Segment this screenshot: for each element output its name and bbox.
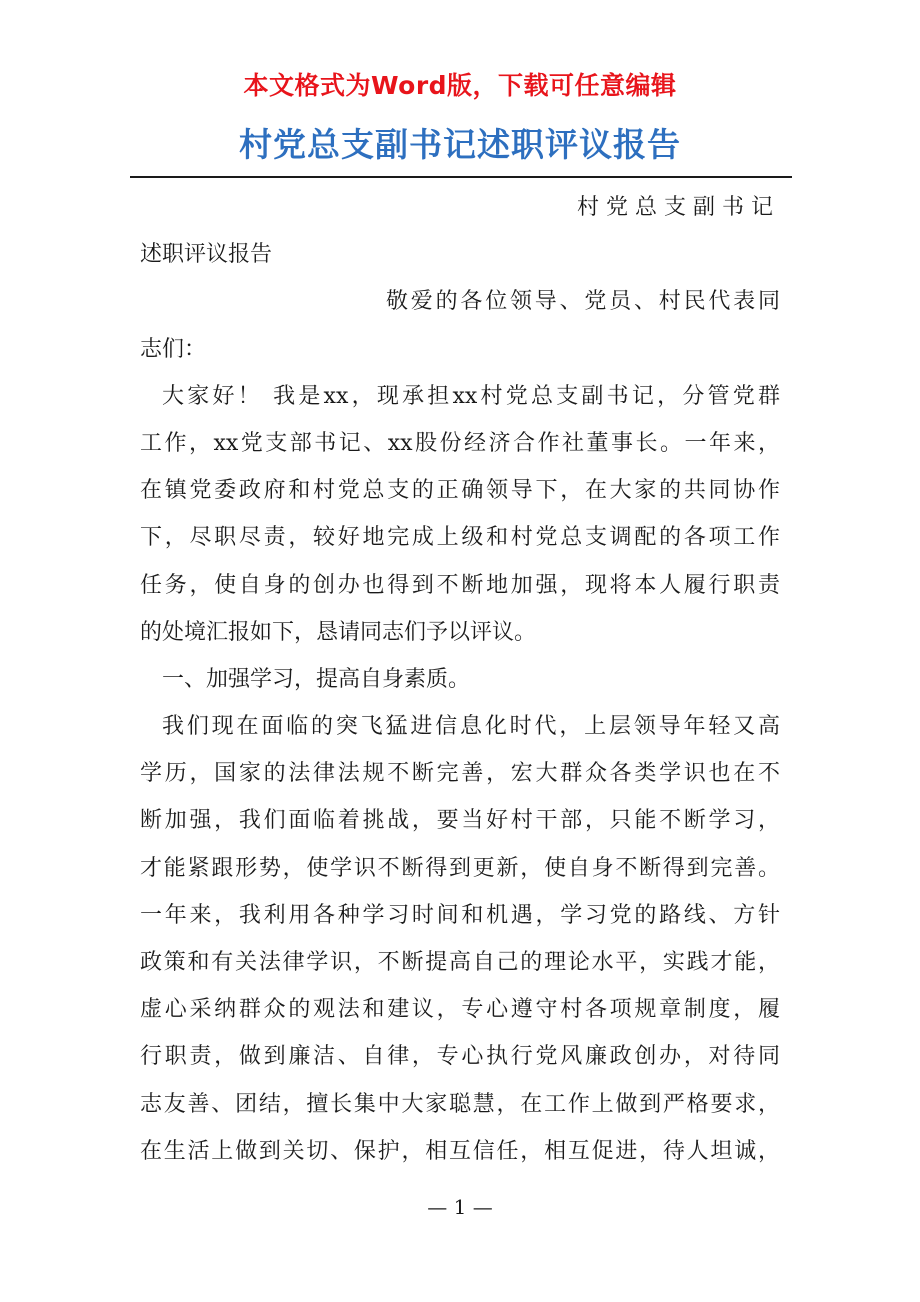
subtitle-continuation: 述职评议报告 <box>140 242 273 268</box>
paragraph-line: 在镇党委政府和村党总支的正确领导下，在大家的共同协作 <box>140 478 780 504</box>
section-heading: 一、加强学习，提高自身素质。 <box>162 666 471 692</box>
document-body <box>140 184 780 1175</box>
document-title: 村党总支副书记述职评议报告 <box>239 125 681 164</box>
paragraph-line: 虚心采纳群众的观法和建议，专心遵守村各项规章制度，履 <box>140 997 780 1023</box>
format-notice: 本文格式为Word版，下载可任意编辑 <box>243 71 677 100</box>
paragraph-line: 才能紧跟形势，使学识不断得到更新，使自身不断得到完善。 <box>140 855 780 881</box>
paragraph-line: 断加强，我们面临着挑战，要当好村干部，只能不断学习， <box>140 808 780 834</box>
paragraph-line: 下，尽职尽责，较好地完成上级和村党总支调配的各项工作 <box>140 525 780 551</box>
paragraph-line: 行职责，做到廉洁、自律，专心执行党风廉政创办，对待同 <box>140 1044 780 1070</box>
paragraph-line: 任务，使自身的创办也得到不断地加强，现将本人履行职责 <box>140 572 780 598</box>
paragraph-line: 工作，xx党支部书记、xx股份经济合作社董事长。一年来， <box>140 430 780 456</box>
paragraph-line: 我们现在面临的突飞猛进信息化时代，上层领导年轻又高 <box>162 714 780 740</box>
page-number: — 1 — <box>427 1195 493 1219</box>
paragraph-line: 志友善、团结，擅长集中大家聪慧，在工作上做到严格要求， <box>140 1091 780 1117</box>
salutation-continuation: 志们： <box>140 336 207 362</box>
paragraph-line: 学历，国家的法律法规不断完善，宏大群众各类学识也在不 <box>140 761 780 787</box>
salutation: 敬爱的各位领导、党员、村民代表同 <box>386 289 780 315</box>
paragraph-line: 大家好！ 我是xx，现承担xx村党总支副书记，分管党群 <box>162 383 780 409</box>
title-divider <box>130 176 792 178</box>
paragraph-line: 政策和有关法律学识，不断提高自己的理论水平，实践才能， <box>140 950 780 975</box>
paragraph-line: 一年来，我利用各种学习时间和机遇，学习党的路线、方针 <box>140 902 780 928</box>
subtitle-line: 村党总支副书记 <box>576 195 780 220</box>
paragraph-line: 的处境汇报如下，恳请同志们予以评议。 <box>140 619 537 645</box>
paragraph-line: 在生活上做到关切、保护，相互信任，相互促进，待人坦诚， <box>140 1138 780 1164</box>
